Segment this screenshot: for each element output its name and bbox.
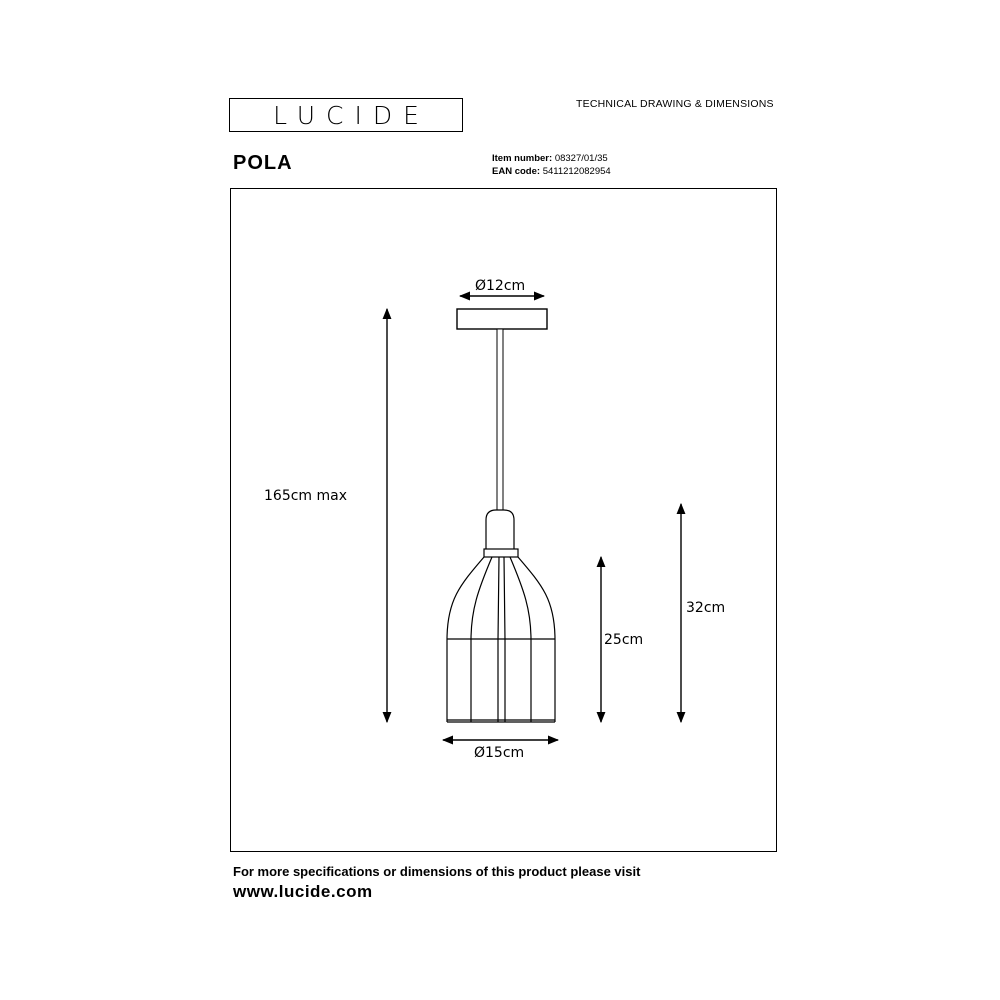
shade-diameter-label: Ø15cm xyxy=(474,745,525,761)
socket-ring xyxy=(484,549,518,557)
wire-cage xyxy=(447,557,555,722)
product-name: POLA xyxy=(233,152,293,174)
total-height-label: 165cm max xyxy=(264,488,348,504)
item-number-label: Item number: xyxy=(492,153,553,164)
cord xyxy=(497,329,503,511)
lamp-height-label: 32cm xyxy=(686,600,726,616)
cage-height-label: 25cm xyxy=(604,632,644,648)
ean-value: 5411212082954 xyxy=(542,166,611,177)
item-number-value: 08327/01/35 xyxy=(554,153,608,164)
ean-label: EAN code: xyxy=(492,166,541,177)
canopy-diameter-label: Ø12cm xyxy=(475,278,526,294)
footer-url[interactable]: www.lucide.com xyxy=(233,882,373,901)
logo-text: LUCIDE xyxy=(273,100,430,130)
footer-note: For more specifications or dimensions of this product please visit xyxy=(233,864,641,879)
canopy xyxy=(457,309,547,329)
lamp-socket xyxy=(486,510,514,550)
document-type: TECHNICAL DRAWING & DIMENSIONS xyxy=(576,98,774,110)
